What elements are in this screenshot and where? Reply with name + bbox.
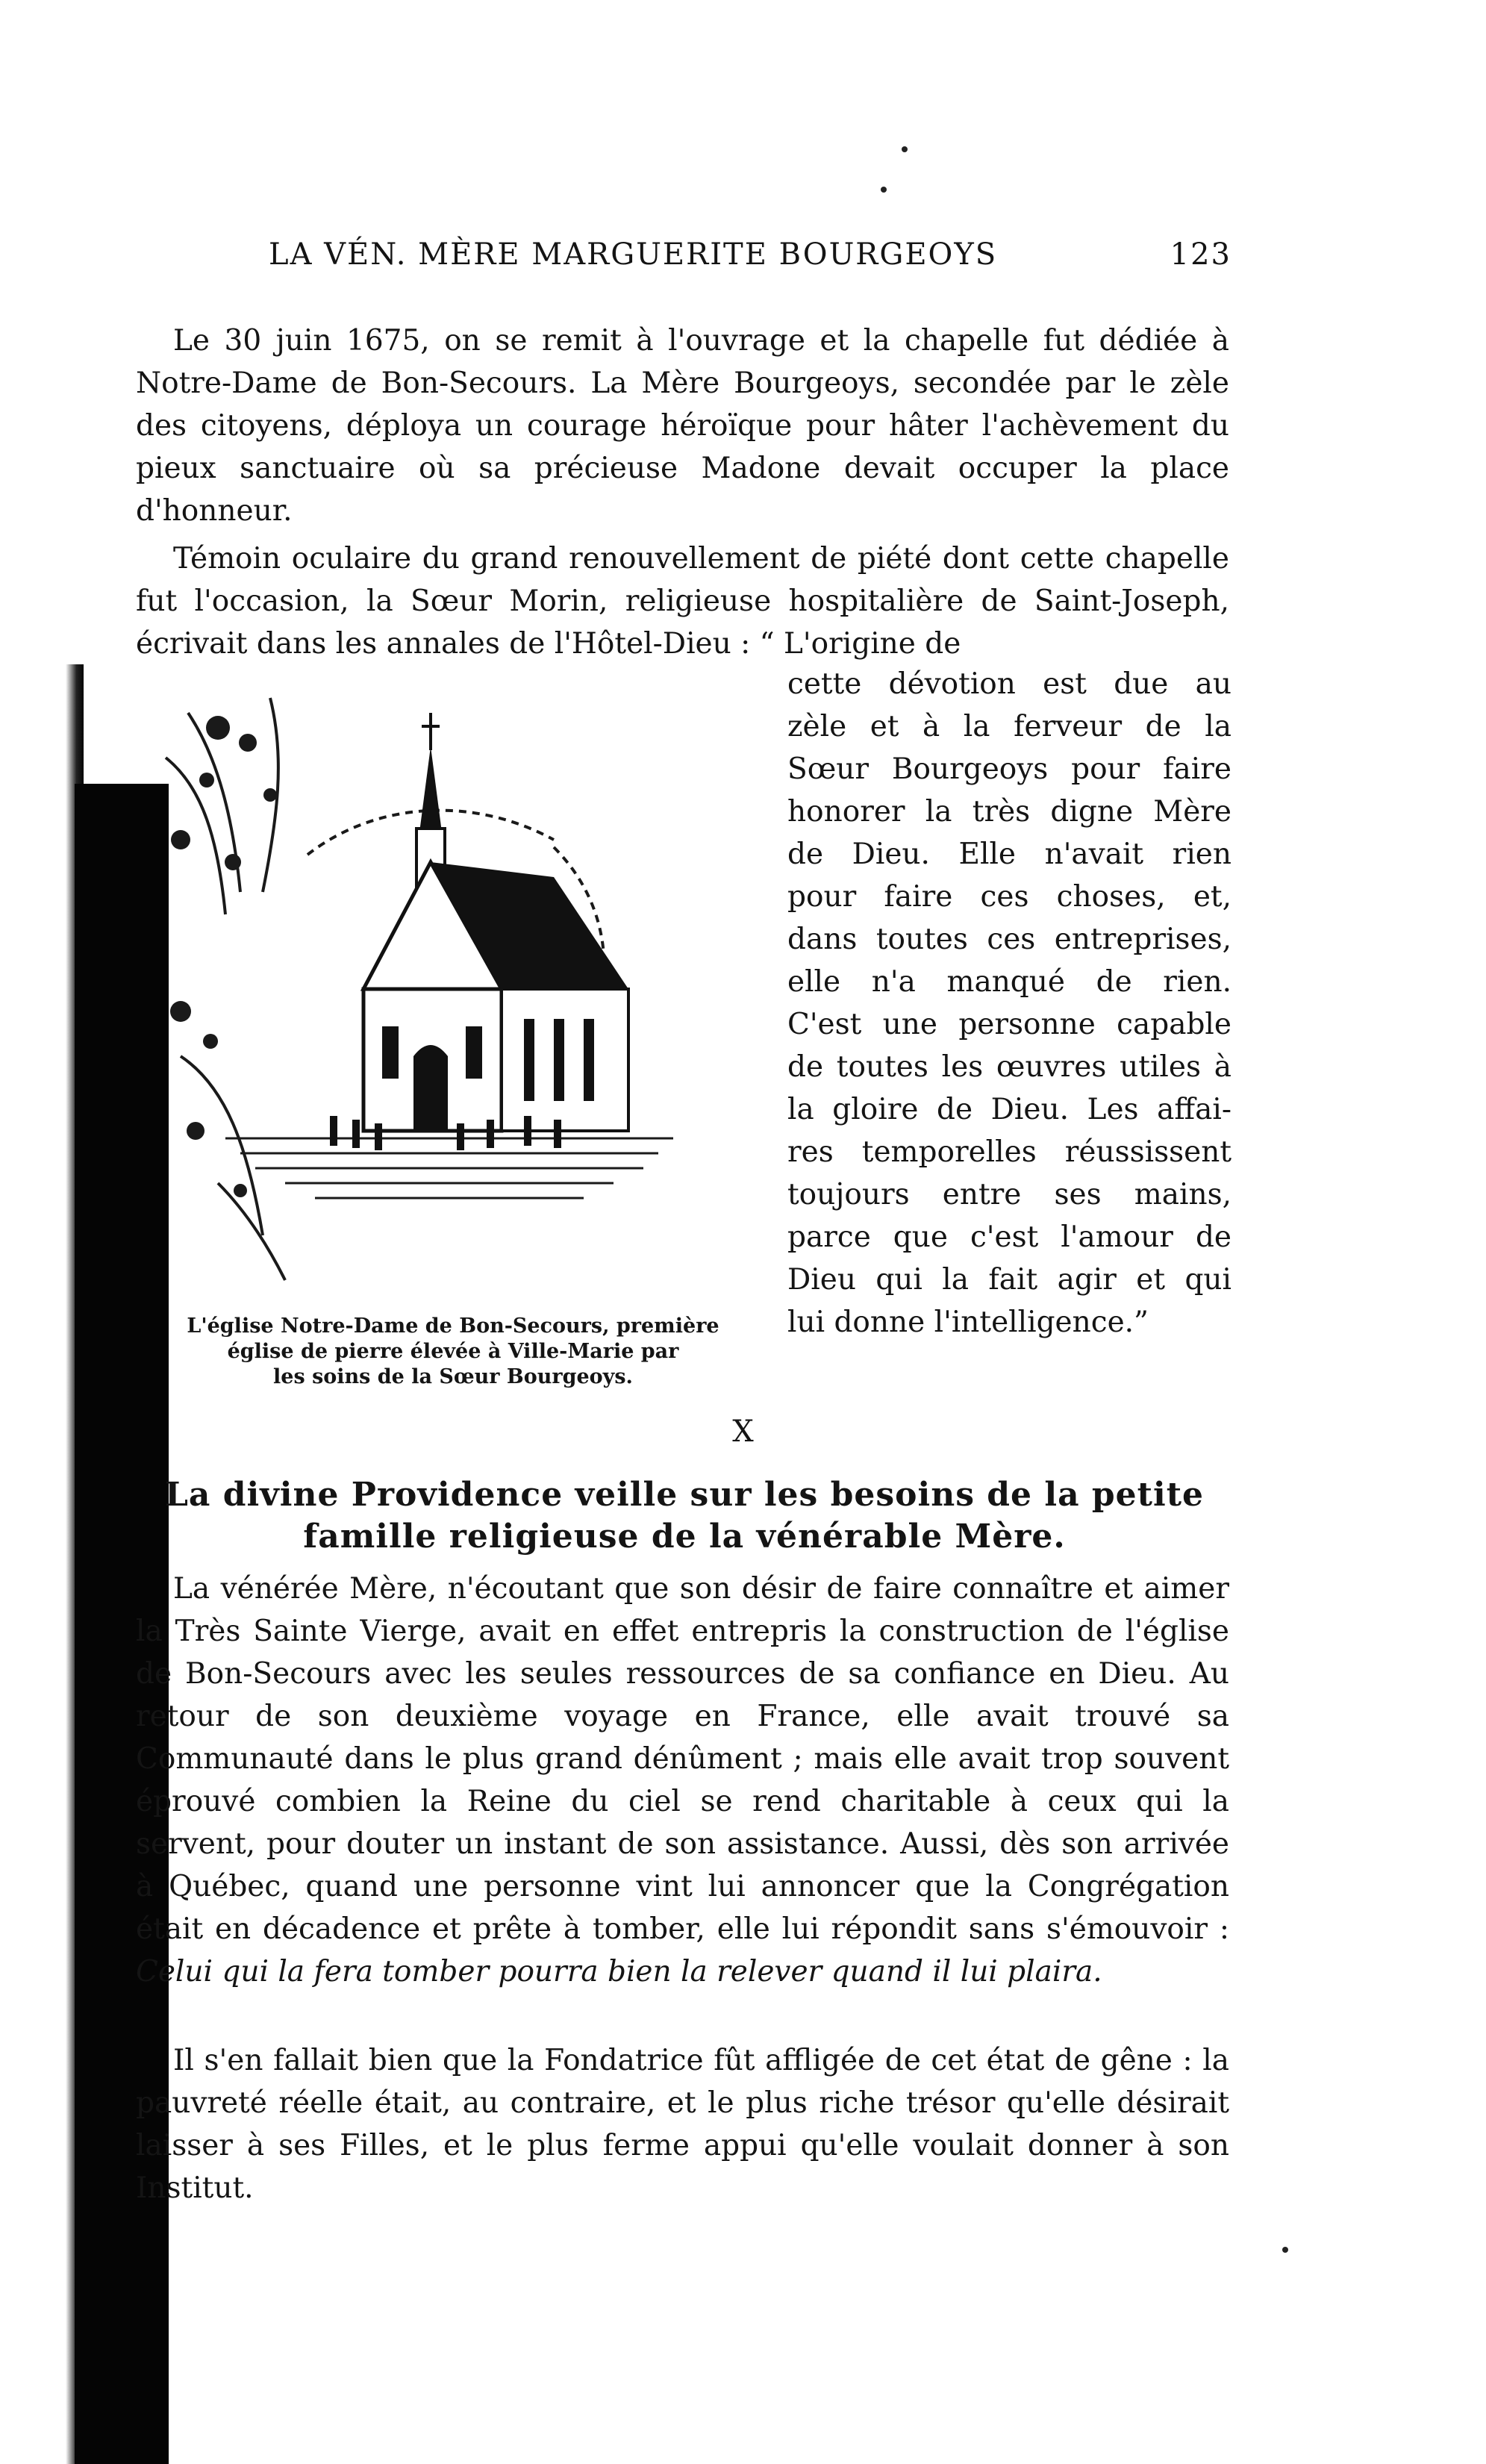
- running-title: LA VÉN. MÈRE MARGUERITE BOURGEOYS: [269, 237, 998, 272]
- wrap-line: Dieu qui la fait agir et qui: [787, 1263, 1231, 1297]
- wrap-line: Sœur Bourgeoys pour faire: [787, 752, 1231, 786]
- figure-caption: [136, 1314, 770, 1390]
- wrap-line: elle n'a manqué de rien.: [787, 965, 1231, 999]
- paragraph-3-quote: Celui qui la fera tomber pourra bien la relever quand il lui plaira.: [136, 1955, 1102, 1989]
- page-number: 123: [1170, 237, 1231, 272]
- wrap-line: de toutes les œuvres utiles à: [787, 1050, 1231, 1084]
- section-number: X: [732, 1415, 754, 1449]
- ink-speck: [881, 187, 887, 193]
- caption-line: L'église Notre-Dame de Bon-Secours, première: [187, 1314, 719, 1338]
- ink-speck: [1282, 2247, 1288, 2253]
- caption-line: les soins de la Sœur Bourgeoys.: [273, 1365, 633, 1388]
- paragraph-3-block: [136, 1568, 1229, 1993]
- paragraph-1: Le 30 juin 1675, on se remit à l'ouvrage et la chapelle fut dédiée à Notre-Dame de Bon-Secours. La Mère Bourgeoys, secondée par le zèle des citoyens, déploya un courage héroïque pour hâter l'achèvement du pieux sanctuaire où sa précieuse Madone devait occuper la place d'honneur.: [136, 324, 1229, 528]
- wrap-line: zèle et à la ferveur de la: [787, 710, 1231, 743]
- paragraph-2-wrap: [787, 663, 1231, 1344]
- wrap-line: pour faire ces choses, et,: [787, 880, 1231, 914]
- wrap-line: parce que c'est l'amour de: [787, 1220, 1231, 1254]
- church: [363, 713, 628, 1131]
- church-illustration: [136, 668, 770, 1310]
- wrap-line: cette dévotion est due au: [787, 667, 1231, 701]
- wrap-line: toujours entre ses mains,: [787, 1178, 1231, 1211]
- wrap-line: res temporelles réussissent: [787, 1135, 1231, 1169]
- wrap-line: C'est une personne capable: [787, 1008, 1231, 1041]
- wrap-line: honorer la très digne Mère: [787, 795, 1231, 829]
- paragraph-3: La vénérée Mère, n'écoutant que son désir de faire connaître et aimer la Très Sainte Vierge, avait en effet entrepris la construction de l'église de Bon-Secours avec les seules ressources de sa confiance en Dieu. Au retour de son deuxième voyage en France, elle avait trouvé sa Communauté dans le plus grand dénûment ; mais elle avait trop souvent éprouvé combien la Reine du ciel se rend charitable à ceux qui la servent, pour douter un instant de son assistance. Aussi, dès son arrivée à Québec, quand une personne vint lui annoncer que la Congrégation était en décadence et prête à tomber, elle lui répondit sans s'émouvoir :: [136, 1572, 1229, 1946]
- paragraph-2-block: [136, 537, 1229, 665]
- wrap-line: lui donne l'intelligence.”: [787, 1306, 1149, 1339]
- paragraph-4-block: [136, 2039, 1229, 2209]
- section-title-line: famille religieuse de la vénérable Mère.: [303, 1518, 1066, 1556]
- ground-hatching: [225, 1138, 673, 1198]
- wrap-line: dans toutes ces entreprises,: [787, 923, 1231, 956]
- section-title-line: La divine Providence veille sur les besoins de la petite: [164, 1476, 1205, 1514]
- paragraph-4: Il s'en fallait bien que la Fondatrice fût affligée de cet état de gêne : la pauvreté réelle était, au contraire, et le plus riche trésor qu'elle désirait laisser à ses Filles, et le plus ferme appui qu'elle voulait donner à son Institut.: [136, 2044, 1229, 2205]
- paragraph-1-block: [136, 319, 1229, 532]
- wrap-line: la gloire de Dieu. Les affai-: [787, 1093, 1231, 1126]
- section-title: [136, 1474, 1233, 1558]
- wrap-line: de Dieu. Elle n'avait rien: [787, 838, 1231, 871]
- paragraph-2: Témoin oculaire du grand renouvellement de piété dont cette chapelle fut l'occasion, la Sœur Morin, religieuse hospitalière de Saint-Joseph, écrivait dans les annales de l'Hôtel-Dieu : “ L'origine de: [136, 542, 1229, 661]
- ink-speck: [902, 146, 908, 152]
- caption-line: église de pierre élevée à Ville-Marie par: [227, 1340, 679, 1363]
